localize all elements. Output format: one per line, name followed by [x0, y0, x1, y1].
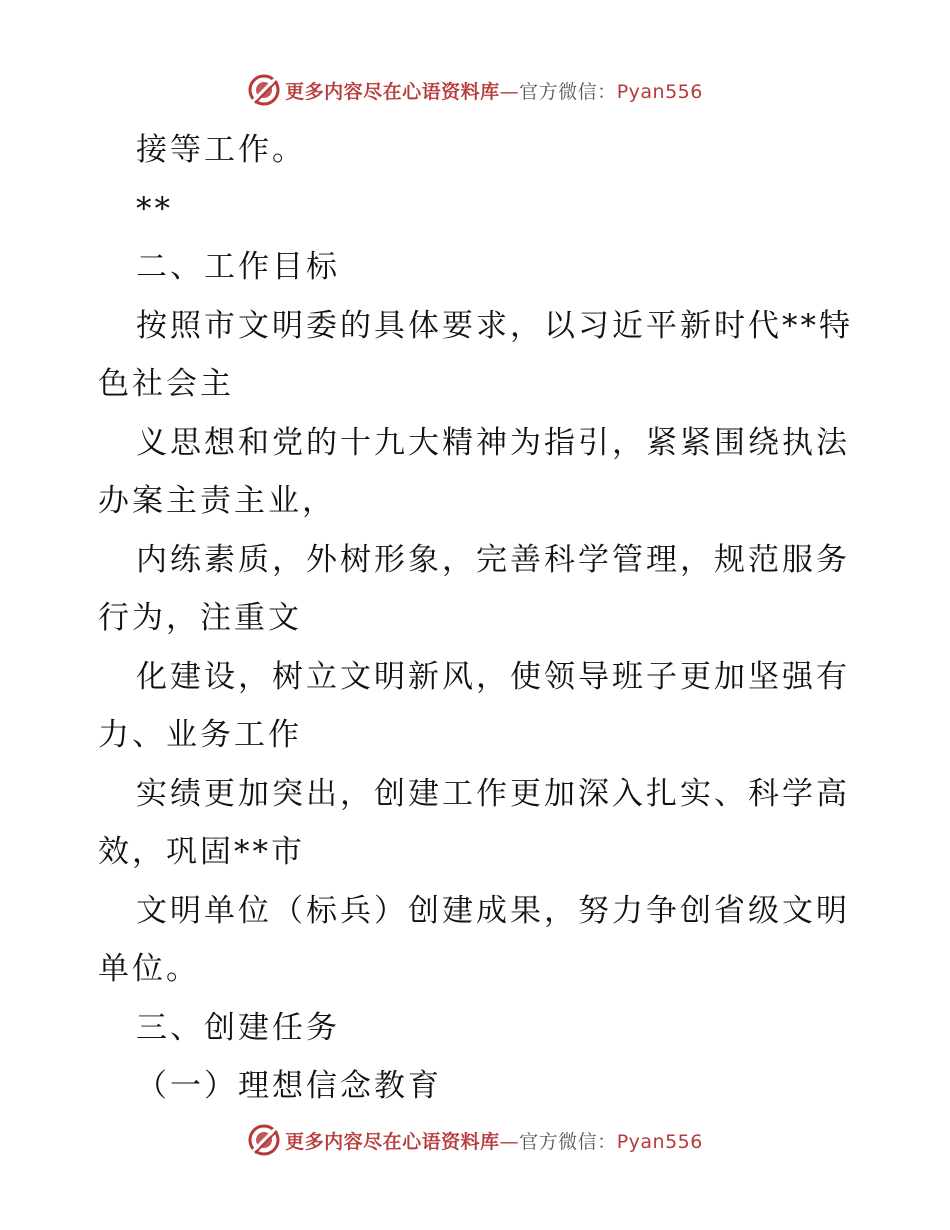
text-line: 力、业务工作	[98, 717, 302, 753]
watermark-brand: 更多内容尽在心语资料库	[285, 1130, 500, 1153]
watermark-banner-top	[0, 68, 950, 112]
text-line: 行为，注重文	[98, 600, 302, 636]
subsection-heading: （一）理想信念教育	[136, 1068, 442, 1104]
section-heading: 三、创建任务	[136, 1009, 340, 1046]
text-line: 办案主责主业，	[98, 483, 336, 519]
watermark-banner-bottom	[0, 1118, 950, 1162]
text-line: 色社会主	[98, 366, 234, 402]
document-body	[98, 121, 868, 1116]
section-heading: 二、工作目标	[136, 249, 340, 285]
text-line: 内练素质，外树形象，完善科学管理，规范服务	[136, 541, 850, 578]
watermark-wechat-label: 官方微信：	[519, 80, 617, 103]
text-line: 文明单位（标兵）创建成果，努力争创省级文明	[136, 892, 850, 929]
text-line: 单位。	[98, 951, 200, 987]
watermark-wechat-id: Pyan556	[616, 1130, 703, 1153]
logo-seal-icon	[247, 1123, 281, 1157]
watermark-brand: 更多内容尽在心语资料库	[285, 80, 500, 103]
text-line: 效，巩固**市	[98, 834, 305, 870]
text-line: 实绩更加突出，创建工作更加深入扎实、科学高	[136, 775, 850, 812]
watermark-wechat-label: 官方微信：	[519, 1130, 617, 1153]
logo-seal-icon	[247, 73, 281, 107]
text-line: **	[136, 190, 173, 227]
text-line: 接等工作。	[136, 132, 306, 168]
watermark-dash: —	[499, 1130, 520, 1153]
watermark-wechat-id: Pyan556	[616, 80, 703, 103]
watermark-text	[285, 1127, 703, 1154]
watermark-text	[285, 77, 703, 104]
text-line: 按照市文明委的具体要求，以习近平新时代**特	[136, 307, 853, 344]
watermark-dash: —	[499, 80, 520, 103]
text-line: 化建设，树立文明新风，使领导班子更加坚强有	[136, 658, 850, 695]
text-line: 义思想和党的十九大精神为指引，紧紧围绕执法	[136, 424, 850, 461]
